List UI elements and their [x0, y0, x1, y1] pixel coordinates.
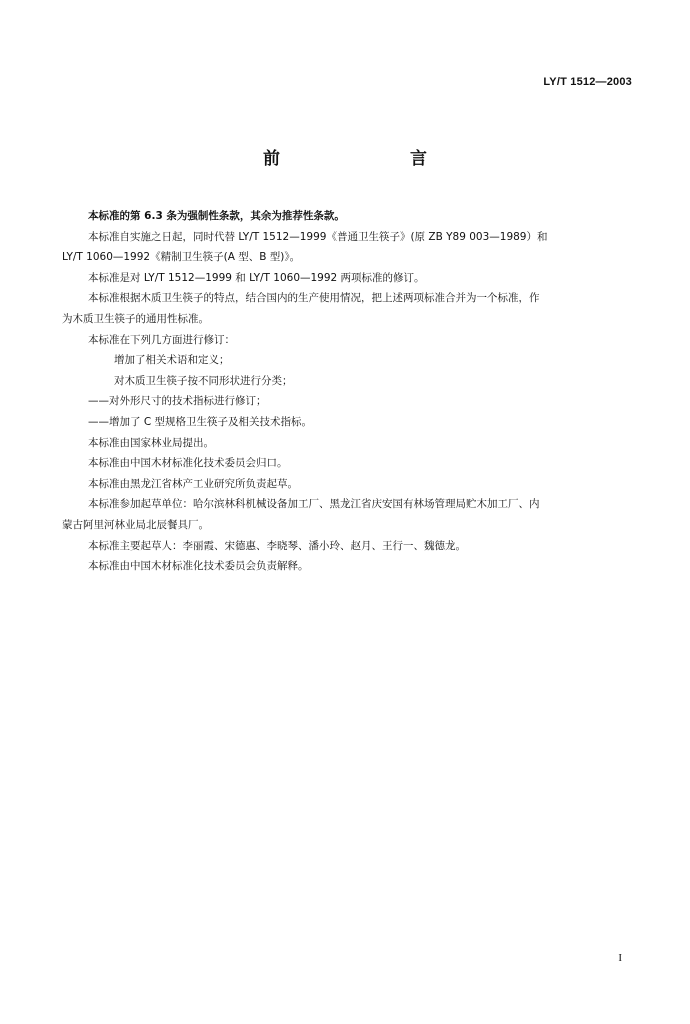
revision-item-4: ——增加了 C 型规格卫生筷子及相关技术指标。 [88, 415, 313, 428]
paragraph-interpretation: 本标准由中国木材标准化技术委员会负责解释。 [88, 560, 309, 573]
paragraph-merge-line2: 为木质卫生筷子的通用性标准。 [62, 312, 209, 325]
paragraph-administrator: 本标准由中国木材标准化技术委员会归口。 [88, 457, 288, 470]
paragraph-participants-line1: 本标准参加起草单位：哈尔滨林科机械设备加工厂、黑龙江省庆安国有林场管理局贮木加工厂、内 [88, 498, 540, 511]
page-title: 前 言 [263, 149, 459, 169]
revision-item-1: 增加了相关术语和定义； [114, 354, 230, 367]
paragraph-replacement-line1: 本标准自实施之日起，同时代替 LY/T 1512—1999《普通卫生筷子》(原 ZB Y89 003—1989）和 [88, 230, 548, 243]
paragraph-proposer: 本标准由国家林业局提出。 [88, 436, 214, 449]
revision-item-2: 对木质卫生筷子按不同形状进行分类； [114, 374, 293, 387]
page-number: I [618, 952, 622, 964]
paragraph-drafter: 本标准由黑龙江省林产工业研究所负责起草。 [88, 477, 298, 490]
paragraph-main-drafters: 本标准主要起草人：李丽霞、宋德惠、李晓琴、潘小玲、赵月、王行一、魏德龙。 [88, 539, 466, 552]
paragraph-participants-line2: 蒙古阿里河林业局北辰餐具厂。 [62, 518, 209, 531]
paragraph-revision-note: 本标准是对 LY/T 1512—1999 和 LY/T 1060—1992 两项标准的修订。 [88, 271, 425, 284]
revision-item-3: ——对外形尺寸的技术指标进行修订； [88, 395, 267, 408]
paragraph-revision-intro: 本标准在下列几方面进行修订： [88, 333, 235, 346]
standard-code: LY/T 1512—2003 [543, 76, 632, 88]
paragraph-mandatory-clause: 本标准的第 6.3 条为强制性条款，其余为推荐性条款。 [88, 210, 345, 222]
paragraph-replacement-line2: LY/T 1060—1992《精制卫生筷子(A 型、B 型)》。 [62, 251, 301, 264]
foreword-body [62, 206, 633, 577]
paragraph-merge-line1: 本标准根据木质卫生筷子的特点，结合国内的生产使用情况，把上述两项标准合并为一个标准，作 [88, 292, 540, 305]
